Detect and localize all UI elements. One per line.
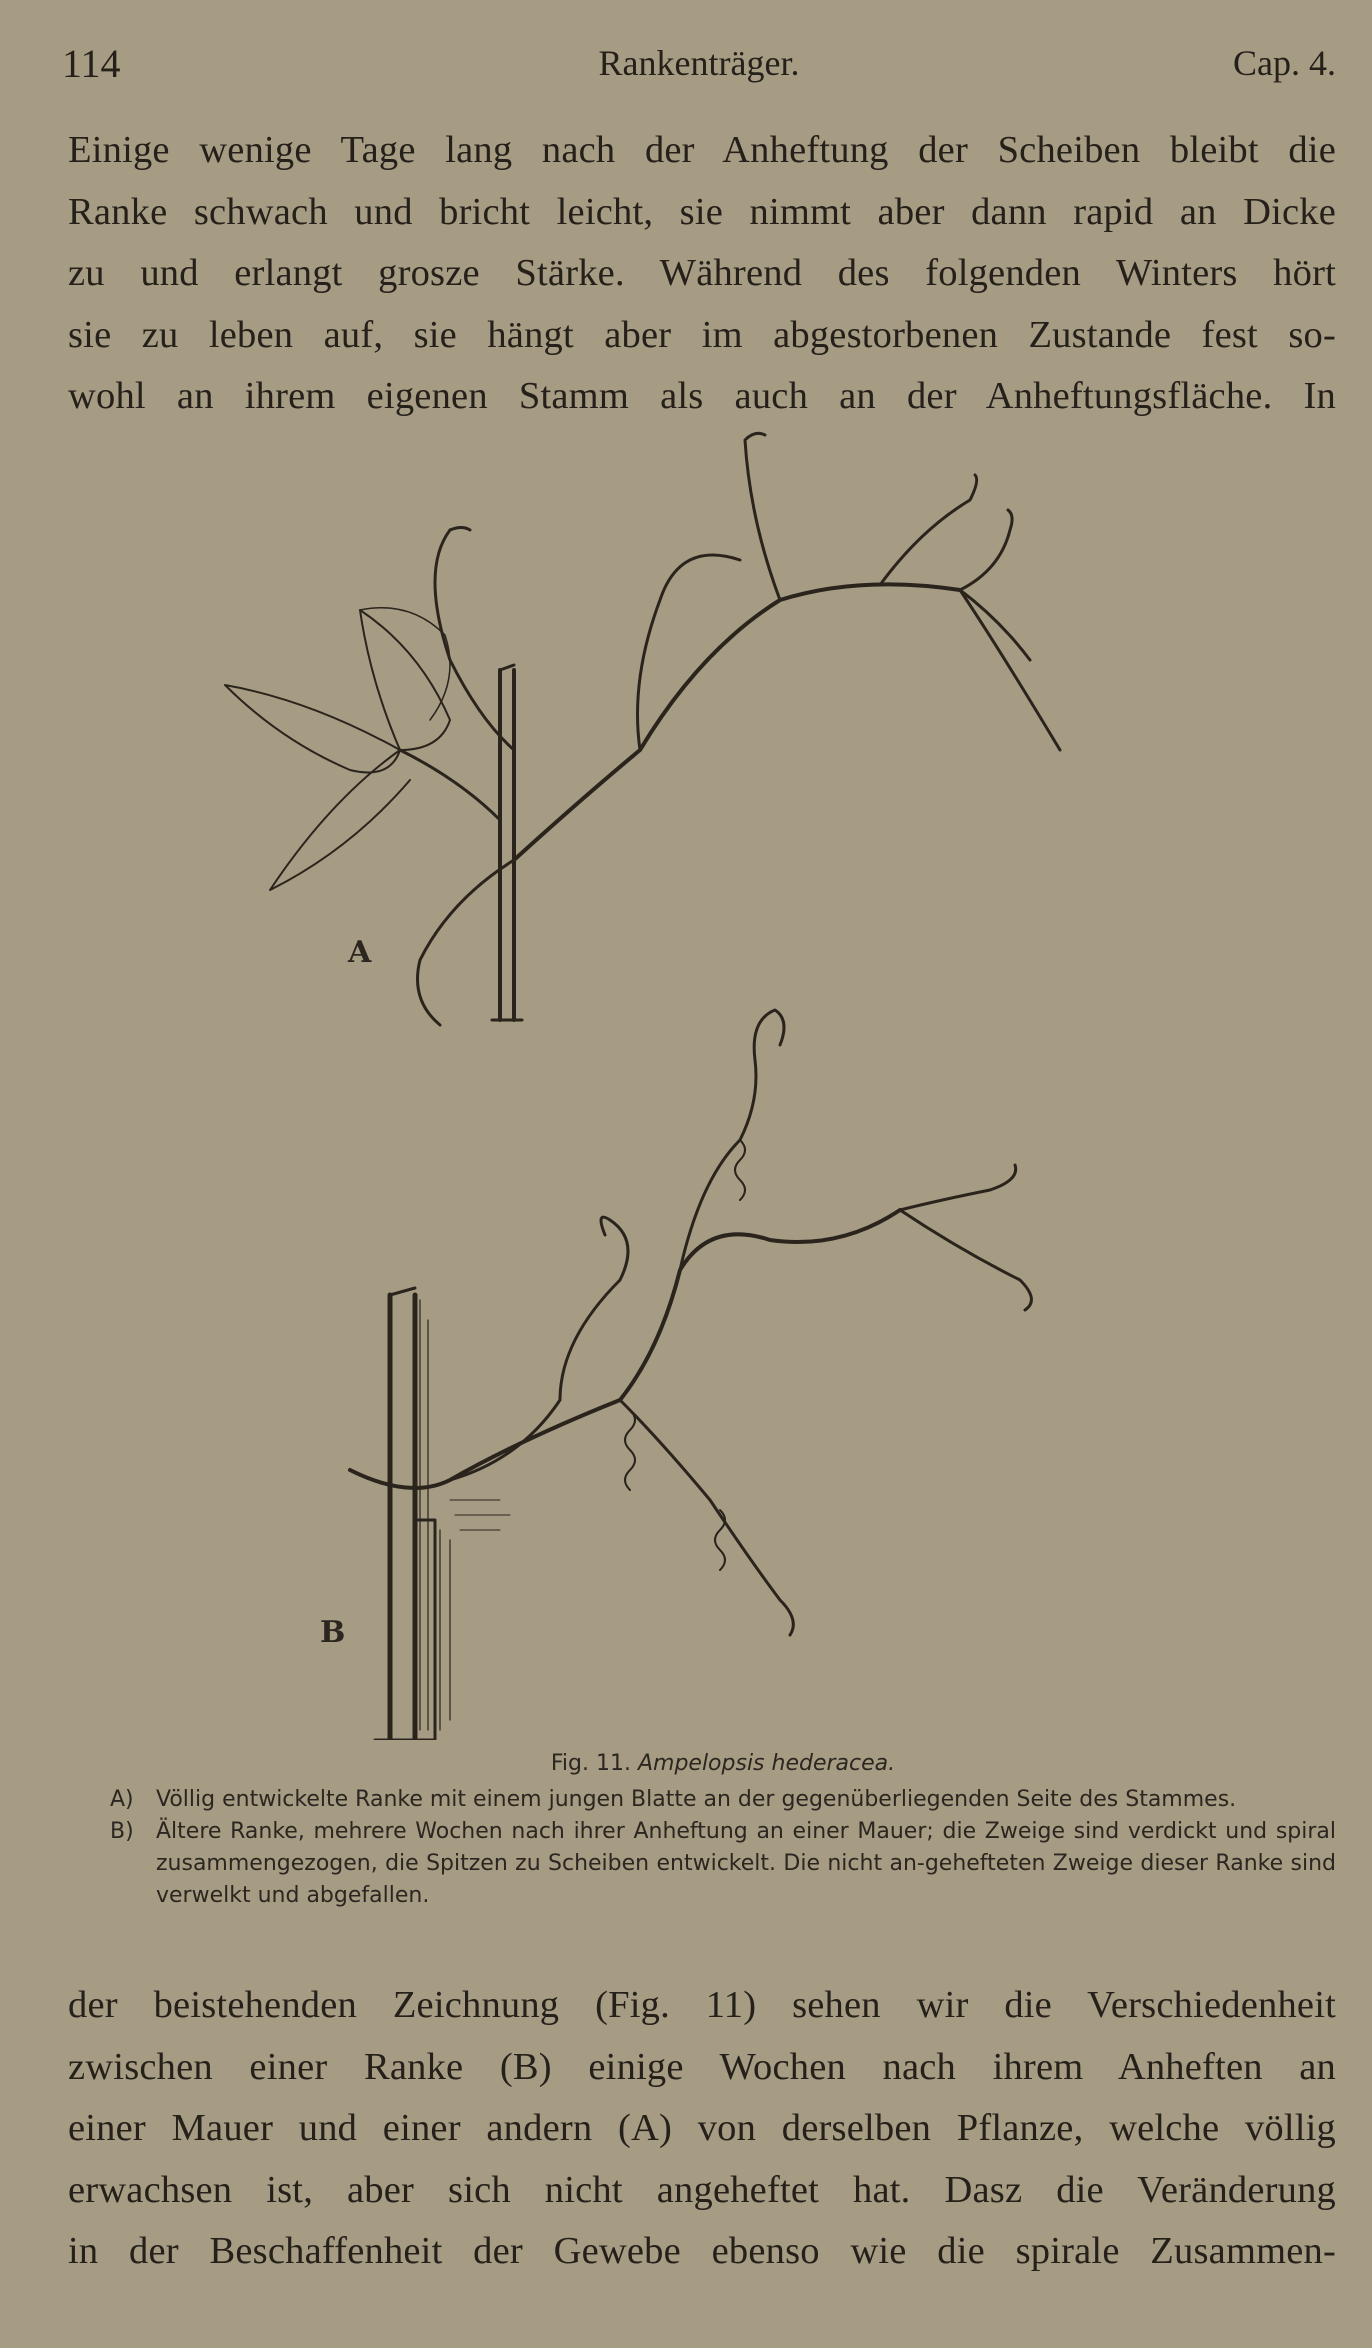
text-line: sie zu leben auf, sie hängt aber im abgestorbenen Zustande fest so- (68, 313, 1336, 356)
caption-title (110, 1748, 1336, 1780)
text-line: zu und erlangt grosze Stärke. Während des folgenden Winters hört (68, 252, 1336, 294)
caption-entry-a (110, 1784, 1336, 1816)
text-line: in der Beschaffenheit der Gewebe ebenso wie die spirale Zusammen- (68, 2230, 1336, 2272)
caption-species: Ampelopsis hederacea. (637, 1751, 896, 1776)
text-line: erwachsen ist, aber sich nicht angeheftet hat. Dasz die Veränderung (68, 2168, 1336, 2211)
figure-caption (110, 1748, 1336, 1912)
page-number: 114 (62, 41, 121, 86)
running-title: Rankenträger. (598, 43, 800, 83)
figure-11-illustration (200, 420, 1180, 1740)
caption-key-b: B) (110, 1819, 134, 1844)
running-header (62, 40, 1336, 90)
text-line: wohl an ihrem eigenen Stamm als auch an der Anheftungsfläche. In (68, 375, 1336, 417)
caption-text-b: Ältere Ranke, mehrere Wochen nach ihrer Anheftung an einer Mauer; die Zweige sind verdickt und spiral zusammengezogen, die Spitzen zu Scheiben entwickelt. Die nicht an-gehefteten Zweige dieser Ranke sind verwelkt und abgefallen. (156, 1819, 1336, 1908)
text-line: einer Mauer und einer andern (A) von derselben Pflanze, welche völlig (68, 2107, 1336, 2149)
tendril-drawing (200, 420, 1180, 1740)
chapter-label: Cap. 4. (1233, 43, 1336, 83)
text-line: Einige wenige Tage lang nach der Anheftung der Scheiben bleibt die (68, 129, 1336, 171)
text-line: Ranke schwach und bricht leicht, sie nimmt aber dann rapid an Dicke (68, 190, 1336, 233)
paragraph-top (68, 120, 1336, 428)
text-line: zwischen einer Ranke (B) einige Wochen nach ihrem Anheften an (68, 2045, 1336, 2088)
figure-label-a: A (348, 935, 372, 970)
caption-key-a: A) (110, 1787, 134, 1812)
caption-entry-b (110, 1816, 1336, 1912)
text-line: der beistehenden Zeichnung (Fig. 11) sehen wir die Verschiedenheit (68, 1984, 1336, 2026)
caption-text-a: Völlig entwickelte Ranke mit einem jungen Blatte an der gegenüberliegenden Seite des Stammes. (156, 1787, 1237, 1812)
figure-label-b: B (320, 1615, 346, 1650)
drawing-b (350, 1010, 1031, 1740)
paragraph-bottom (68, 1975, 1336, 2283)
caption-fig-number: Fig. 11. (550, 1751, 631, 1776)
